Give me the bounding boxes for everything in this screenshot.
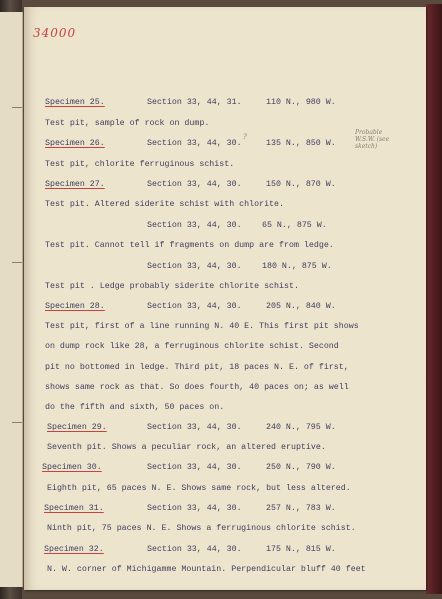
coordinates: 175 N., 815 W. <box>266 545 336 554</box>
pencil-annotation <box>355 129 389 150</box>
note-text: Eighth pit, 65 paces N. E. Shows same rock, but less altered. <box>47 484 351 493</box>
section-location: Section 33, 44, 31. <box>147 98 242 107</box>
note-text: Test pit. Altered siderite schist with chlorite. <box>45 200 284 209</box>
coordinates: 110 N., 980 W. <box>266 98 336 107</box>
note-text: Test pit, sample of rock on dump. <box>45 119 210 128</box>
coordinates: 205 N., 840 W. <box>266 302 336 311</box>
specimen-label: Specimen 25. <box>45 98 105 107</box>
note-text: pit no bottomed in ledge. Third pit, 18 paces N. E. of first, <box>45 363 349 372</box>
coordinates: 250 N., 790 W. <box>266 463 336 472</box>
section-location: Section 33, 44, 30. <box>147 463 242 472</box>
coordinates: 65 N., 875 W. <box>262 221 327 230</box>
specimen-label: Specimen 28. <box>45 302 105 311</box>
note-text: Ninth pit, 75 paces N. E. Shows a ferruginous chlorite schist. <box>47 524 356 533</box>
section-location: Section 33, 44, 30. <box>147 262 242 271</box>
note-text: do the fifth and sixth, 50 paces on. <box>45 403 225 412</box>
section-location: Section 33, 44, 30. <box>147 423 242 432</box>
specimen-label: Specimen 32. <box>44 545 104 554</box>
pencil-query-mark: ? <box>243 133 247 141</box>
note-text: Seventh pit. Shows a peculiar rock, an altered eruptive. <box>47 443 326 452</box>
note-text: Test pit, chlorite ferruginous schist. <box>45 160 235 169</box>
note-text: Test pit, first of a line running N. 40 E. This first pit shows <box>45 322 359 331</box>
page-edge-mark <box>12 422 22 423</box>
coordinates: 240 N., 795 W. <box>266 423 336 432</box>
page-number: 34000 <box>33 26 77 40</box>
section-location: Section 33, 44, 30. <box>147 504 242 513</box>
note-text: on dump rock like 28, a ferruginous chlorite schist. Second <box>45 342 339 351</box>
page-edge-mark <box>12 107 22 108</box>
coordinates: 135 N., 850 W. <box>266 139 336 148</box>
specimen-label: Specimen 27. <box>45 180 105 189</box>
specimen-label: Specimen 31. <box>44 504 104 513</box>
note-text: N. W. corner of Michigamme Mountain. Perpendicular bluff 40 feet <box>47 565 366 574</box>
section-location: Section 33, 44, 30. <box>147 221 242 230</box>
book-cover-edge <box>426 4 442 594</box>
pencil-annotation-line: Probable <box>355 129 383 136</box>
pencil-annotation-line: sketch) <box>355 143 378 150</box>
coordinates: 257 N., 783 W. <box>266 504 336 513</box>
specimen-label: Specimen 26. <box>45 139 105 148</box>
section-location: Section 33, 44, 30. <box>147 545 242 554</box>
page-edge-mark <box>12 262 22 263</box>
note-text: shows same rock as that. So does fourth, 40 paces on; as well <box>45 383 349 392</box>
pencil-annotation-line: W.S.W. (see <box>355 136 390 143</box>
previous-page-edge <box>0 12 23 587</box>
note-text: Test pit . Ledge probably siderite chlorite schist. <box>45 282 299 291</box>
note-text: Test pit. Cannot tell if fragments on dump are from ledge. <box>45 241 334 250</box>
notebook-page <box>24 7 426 590</box>
coordinates: 150 N., 870 W. <box>266 180 336 189</box>
coordinates: 180 N., 875 W. <box>262 262 332 271</box>
specimen-label: Specimen 30. <box>42 463 102 472</box>
section-location: Section 33, 44, 30. <box>147 180 242 189</box>
specimen-label: Specimen 29. <box>47 423 107 432</box>
section-location: Section 33, 44, 30. <box>147 302 242 311</box>
section-location: Section 33, 44, 30. <box>147 139 242 148</box>
